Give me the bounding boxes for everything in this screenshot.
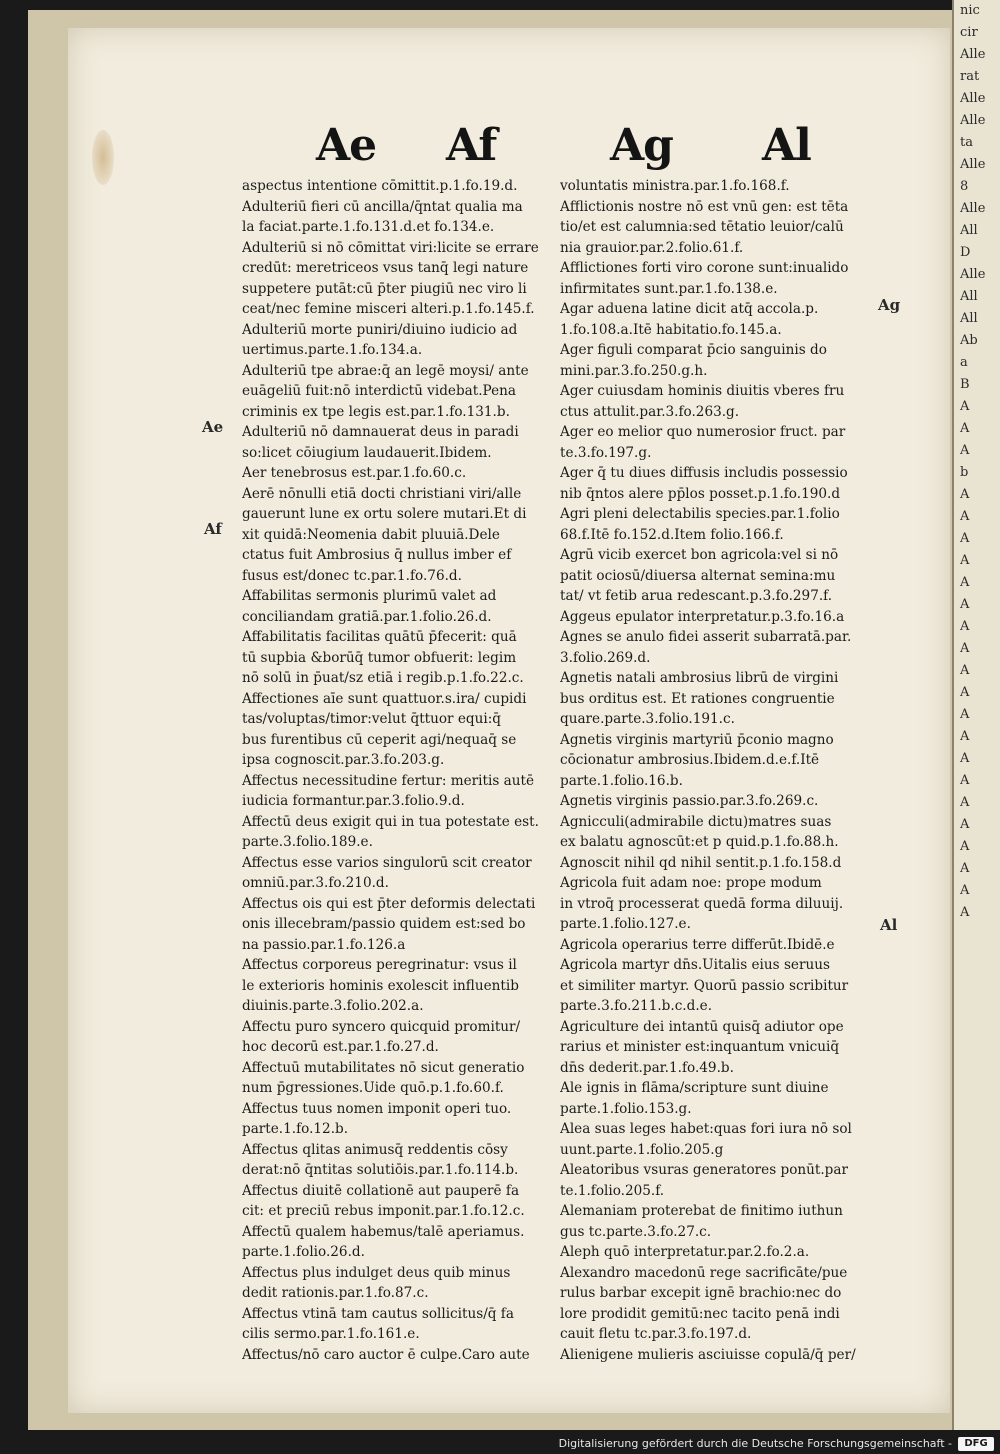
text-line: ex balatu agnoscūt:et p quid.p.1.fo.88.h.	[560, 834, 839, 850]
text-line: Agnoscit nihil qd nihil sentit.p.1.fo.158.d	[560, 854, 842, 871]
text-line: lore prodidit gemitū:nec tacito penā indi	[560, 1305, 840, 1322]
text-line: voluntatis ministra.par.1.fo.168.f.	[560, 178, 790, 194]
heading-al: Al	[762, 120, 811, 171]
text-line: Agnetis natali ambrosius librū de virgini	[560, 670, 839, 686]
text-line: xit quidā:Neomenia dabit pluuiā.Dele	[242, 526, 500, 543]
facing-page-fragment: Alle	[960, 91, 986, 106]
facing-page-fragment: A	[960, 531, 970, 546]
text-line: num p̄gressiones.Uide quō.p.1.fo.60.f.	[242, 1080, 504, 1096]
text-line: Aer tenebrosus est.par.1.fo.60.c.	[242, 465, 467, 481]
text-line: diuinis.parte.3.folio.202.a.	[242, 998, 424, 1014]
text-line: Adulteriū nō damnauerat deus in paradi	[242, 424, 519, 440]
text-line: Affectus esse varios singulorū scit creator	[242, 854, 532, 871]
text-line: rarius et minister est:inquantum vnicuiq̄	[560, 1039, 840, 1055]
text-line: parte.1.folio.153.g.	[560, 1100, 692, 1117]
text-line: Affabilitatis facilitas quātū p̄fecerit: quā	[242, 629, 517, 645]
text-line: Agnicculi(admirabile dictu)matres suas	[560, 813, 832, 830]
text-line: Affectu puro syncero quicquid promitur/	[242, 1018, 521, 1035]
text-line: Affectus plus indulget deus quib minus	[242, 1264, 511, 1281]
text-line: Alexandro macedonū rege sacrificāte/pue	[560, 1264, 848, 1281]
text-line: ipsa cognoscit.par.3.fo.203.g.	[242, 752, 445, 768]
facing-page-fragment: All	[960, 311, 978, 326]
facing-page-edge	[952, 0, 1000, 1430]
facing-page-fragment: a	[960, 355, 968, 370]
facing-page-fragment: Alle	[960, 201, 986, 216]
facing-page-fragment: A	[960, 707, 970, 722]
text-line: onis illecebram/passio quidem est:sed bo	[242, 916, 526, 932]
heading-ae: Ae	[316, 120, 377, 171]
text-line: conciliandam gratiā.par.1.folio.26.d.	[242, 608, 492, 625]
text-line: Adulteriū tpe abrae:q̄ an legē moysi/ ante	[242, 362, 529, 379]
text-line: infirmitates sunt.par.1.fo.138.e.	[560, 280, 778, 297]
text-line: Affectus necessitudine fertur: meritis autē	[242, 772, 534, 789]
text-line: Ager q̄ tu diues diffusis includis possessio	[560, 465, 848, 481]
text-line: Aleatoribus vsuras generatores ponūt.par	[560, 1162, 848, 1178]
facing-page-fragment: D	[960, 245, 971, 260]
text-line: Affectuū mutabilitates nō sicut generatio	[242, 1059, 525, 1076]
facing-page-fragment: A	[960, 399, 970, 414]
text-line: Affectus/nō caro auctor ē culpe.Caro aute	[242, 1346, 530, 1363]
text-line: euāgeliū fuit:nō interdictū videbat.Pena	[242, 383, 516, 399]
text-line: 1.fo.108.a.Itē habitatio.fo.145.a.	[560, 321, 782, 338]
text-line: bus orditus est. Et rationes congruentie	[560, 690, 835, 707]
facing-page-fragment: A	[960, 861, 970, 876]
margin-letter-ae: Ae	[202, 418, 224, 436]
paper-stain	[92, 130, 114, 185]
text-line: Agnetis virginis martyriū p̄conio magno	[560, 731, 834, 748]
facing-page-fragment: A	[960, 443, 970, 458]
text-line: ceat/nec femine misceri alteri.p.1.fo.145.f.	[242, 301, 535, 317]
text-line: Agricola operarius terre differūt.Ibidē.e	[560, 936, 835, 953]
text-line: Ager cuiusdam hominis diuitis vberes fru	[560, 383, 845, 399]
facing-page-fragment: b	[960, 465, 969, 480]
facing-page-fragment: rat	[960, 69, 980, 84]
facing-page-fragment: A	[960, 487, 970, 502]
margin-letter-al: Al	[880, 916, 898, 934]
text-line: in vtroq̄ processerat quedā forma diluuij.	[560, 895, 844, 912]
text-line: nib q̄ntos alere pp̄los posset.p.1.fo.190.d	[560, 485, 841, 502]
text-line: Afflictiones forti viro corone sunt:inualido	[560, 260, 849, 276]
facing-page-fragment: ta	[960, 135, 973, 150]
text-line: cit: et preciū rebus imponit.par.1.fo.12.c.	[242, 1203, 525, 1219]
text-line: gauerunt lune ex ortu solere mutari.Et di	[242, 506, 527, 522]
text-line: Affabilitas sermonis plurimū valet ad	[242, 588, 497, 604]
text-line: Agri pleni delectabilis species.par.1.folio	[560, 506, 840, 522]
text-line: Affectus tuus nomen imponit operi tuo.	[242, 1100, 512, 1117]
text-line: suppetere putāt:cū p̄ter piugiū nec viro li	[242, 280, 527, 297]
text-line: nia grauior.par.2.folio.61.f.	[560, 239, 744, 256]
text-line: tio/et est calumnia:sed tētatio leuior/calū	[560, 219, 844, 235]
text-line: Affectū deus exigit qui in tua potestate est.	[242, 813, 539, 830]
text-line: Affectiones aīe sunt quattuor.s.ira/ cupidi	[242, 690, 527, 707]
text-line: Adulteriū morte puniri/diuino iudicio ad	[242, 321, 518, 338]
facing-page-fragment: A	[960, 905, 970, 920]
facing-page-fragment: A	[960, 839, 970, 854]
text-line: Affectus ois qui est p̄ter deformis delectati	[242, 895, 536, 912]
text-line: Affectus qlitas animusq̄ reddentis cōsy	[242, 1141, 508, 1158]
text-line: criminis ex tpe legis est.par.1.fo.131.b.	[242, 403, 510, 420]
facing-page-fragment: A	[960, 509, 970, 524]
text-line: parte.1.folio.26.d.	[242, 1244, 365, 1260]
dfg-logo: DFG	[958, 1437, 994, 1451]
facing-page-fragment: nic	[960, 3, 980, 18]
facing-page-fragment: Ab	[960, 333, 978, 348]
facing-page-fragment: Alle	[960, 157, 986, 172]
text-line: Alea suas leges habet:quas fori iura nō sol	[560, 1121, 852, 1137]
text-line: quare.parte.3.folio.191.c.	[560, 711, 735, 727]
facing-page-fragment: A	[960, 729, 970, 744]
text-line: la faciat.parte.1.fo.131.d.et fo.134.e.	[242, 219, 495, 235]
footer-bar	[0, 1436, 1000, 1454]
text-line: so:licet cōiugium laudauerit.Ibidem.	[242, 444, 492, 461]
text-line: rulus barbar excepit ignē brachio:nec do	[560, 1285, 842, 1301]
text-line: Affectus diuitē collationē aut pauperē fa	[242, 1182, 520, 1199]
text-line: Agricola fuit adam noe: prope modum	[560, 875, 822, 891]
text-line: na passio.par.1.fo.126.a	[242, 936, 406, 953]
text-line: uertimus.parte.1.fo.134.a.	[242, 342, 423, 358]
text-line: Agricola martyr dn̄s.Uitalis eius seruus	[560, 957, 830, 973]
text-line: tas/voluptas/timor:velut q̄ttuor equi:q̄	[242, 711, 502, 727]
text-line: et similiter martyr. Quorū passio scribitur	[560, 977, 849, 994]
text-line: iudicia formantur.par.3.folio.9.d.	[242, 793, 465, 809]
facing-page-fragment: A	[960, 773, 970, 788]
text-line: Adulteriū si nō cōmittat viri:licite se errare	[242, 239, 539, 256]
text-line: parte.1.fo.12.b.	[242, 1121, 349, 1137]
facing-page-fragment: A	[960, 751, 970, 766]
heading-af: Af	[446, 120, 497, 171]
text-line: dn̄s dederit.par.1.fo.49.b.	[560, 1059, 734, 1076]
text-line: Agnetis virginis passio.par.3.fo.269.c.	[560, 793, 819, 809]
text-line: Agriculture dei intantū quisq̄ adiutor ope	[560, 1018, 844, 1035]
text-line: Agnes se anulo fidei asserit subarratā.par.	[560, 629, 852, 645]
facing-page-fragment: Alle	[960, 267, 986, 282]
text-line: ctatus fuit Ambrosius q̄ nullus imber ef	[242, 547, 512, 563]
text-line: parte.3.folio.189.e.	[242, 834, 373, 850]
facing-page-fragment: A	[960, 575, 970, 590]
facing-page-fragment: B	[960, 377, 970, 392]
text-line: Agrū vicib exercet bon agricola:vel si nō	[560, 547, 839, 563]
facing-page-fragment: A	[960, 619, 970, 634]
text-line: derat:nō q̄ntitas solutiōis.par.1.fo.114.b.	[242, 1162, 519, 1178]
text-line: Ale ignis in flāma/scripture sunt diuine	[560, 1080, 829, 1096]
text-line: mini.par.3.fo.250.g.h.	[560, 362, 708, 379]
text-line: te.1.folio.205.f.	[560, 1182, 665, 1199]
facing-page-fragment: All	[960, 289, 978, 304]
text-line: cauit fletu tc.par.3.fo.197.d.	[560, 1326, 752, 1342]
facing-page-fragment: A	[960, 663, 970, 678]
facing-page-fragment: cir	[960, 25, 978, 40]
facing-page-fragment: A	[960, 685, 970, 700]
text-line: hoc decorū est.par.1.fo.27.d.	[242, 1039, 439, 1055]
text-line: parte.1.folio.127.e.	[560, 916, 691, 932]
text-line: parte.3.fo.211.b.c.d.e.	[560, 998, 713, 1014]
text-line: aspectus intentione cōmittit.p.1.fo.19.d.	[242, 178, 518, 194]
facing-page-fragment: All	[960, 223, 978, 238]
text-line: Affectū qualem habemus/talē aperiamus.	[242, 1223, 525, 1240]
text-line: Adulteriū fieri cū ancilla/q̄ntat qualia ma	[242, 198, 523, 215]
facing-page-fragment: A	[960, 597, 970, 612]
text-line: Aerē nōnulli etiā docti christiani viri/alle	[242, 485, 522, 502]
margin-letter-ag: Ag	[878, 296, 901, 314]
facing-page-fragment: A	[960, 421, 970, 436]
text-line: cōcionatur ambrosius.Ibidem.d.e.f.Itē	[560, 752, 820, 768]
facing-page-fragment: A	[960, 641, 970, 656]
text-line: Affectus corporeus peregrinatur: vsus il	[242, 957, 517, 973]
margin-letter-af: Af	[204, 520, 222, 538]
text-line: 3.folio.269.d.	[560, 649, 651, 666]
text-line: Affectus vtinā tam cautus sollicitus/q̄ fa	[242, 1305, 514, 1322]
text-line: gus tc.parte.3.fo.27.c.	[560, 1223, 712, 1240]
text-line: Aleph quō interpretatur.par.2.fo.2.a.	[560, 1244, 810, 1260]
text-line: nō solū in p̄uat/sz etiā i regib.p.1.fo.22.c.	[242, 670, 524, 686]
text-line: uunt.parte.1.folio.205.g	[560, 1141, 724, 1158]
footer-credit: Digitalisierung gefördert durch die Deutsche Forschungsgemeinschaft -	[558, 1437, 952, 1450]
text-line: Afflictionis nostre nō est vnū gen: est tēta	[560, 198, 849, 215]
text-line: parte.1.folio.16.b.	[560, 772, 683, 789]
left-text-column	[242, 176, 552, 1365]
text-line: le exterioris hominis exolescit influentib	[242, 977, 519, 994]
facing-page-fragment: Alle	[960, 113, 986, 128]
facing-page-fragment: A	[960, 553, 970, 568]
facing-page-fragment: A	[960, 795, 970, 810]
text-line: Alemaniam proterebat de finitimo iuthun	[560, 1203, 843, 1219]
text-line: omniū.par.3.fo.210.d.	[242, 875, 389, 891]
text-line: bus furentibus cū ceperit agi/nequaq̄ se	[242, 731, 517, 748]
text-line: Aggeus epulator interpretatur.p.3.fo.16.a	[560, 608, 845, 625]
text-line: 68.f.Itē fo.152.d.Item folio.166.f.	[560, 526, 784, 543]
text-line: tat/ vt fetib arua redescant.p.3.fo.297.f.	[560, 588, 833, 604]
heading-ag: Ag	[610, 120, 673, 171]
text-line: Ager eo melior quo numerosior fruct. par	[560, 424, 846, 440]
text-line: patit ociosū/diuersa alternat semina:mu	[560, 567, 836, 584]
facing-page-fragment: Alle	[960, 47, 986, 62]
text-line: Alienigene mulieris asciuisse copulā/q̄ per/	[560, 1346, 856, 1363]
text-line: ctus attulit.par.3.fo.263.g.	[560, 403, 740, 420]
text-line: dedit rationis.par.1.fo.87.c.	[242, 1285, 429, 1301]
text-line: te.3.fo.197.g.	[560, 444, 652, 461]
text-line: credūt: meretriceos vsus tanq̄ legi nature	[242, 260, 529, 276]
text-line: Ager figuli comparat p̄cio sanguinis do	[560, 342, 827, 358]
facing-page-fragment: A	[960, 817, 970, 832]
facing-page-fragment: A	[960, 883, 970, 898]
right-text-column	[560, 176, 870, 1365]
text-line: fusus est/donec tc.par.1.fo.76.d.	[242, 567, 462, 584]
facing-page-fragment: 8	[960, 179, 969, 194]
text-line: tū supbia &borūq̄ tumor obfuerit: legim	[242, 649, 517, 666]
text-line: Agar aduena latine dicit atq̄ accola.p.	[560, 301, 819, 317]
text-line: cilis sermo.par.1.fo.161.e.	[242, 1326, 420, 1342]
